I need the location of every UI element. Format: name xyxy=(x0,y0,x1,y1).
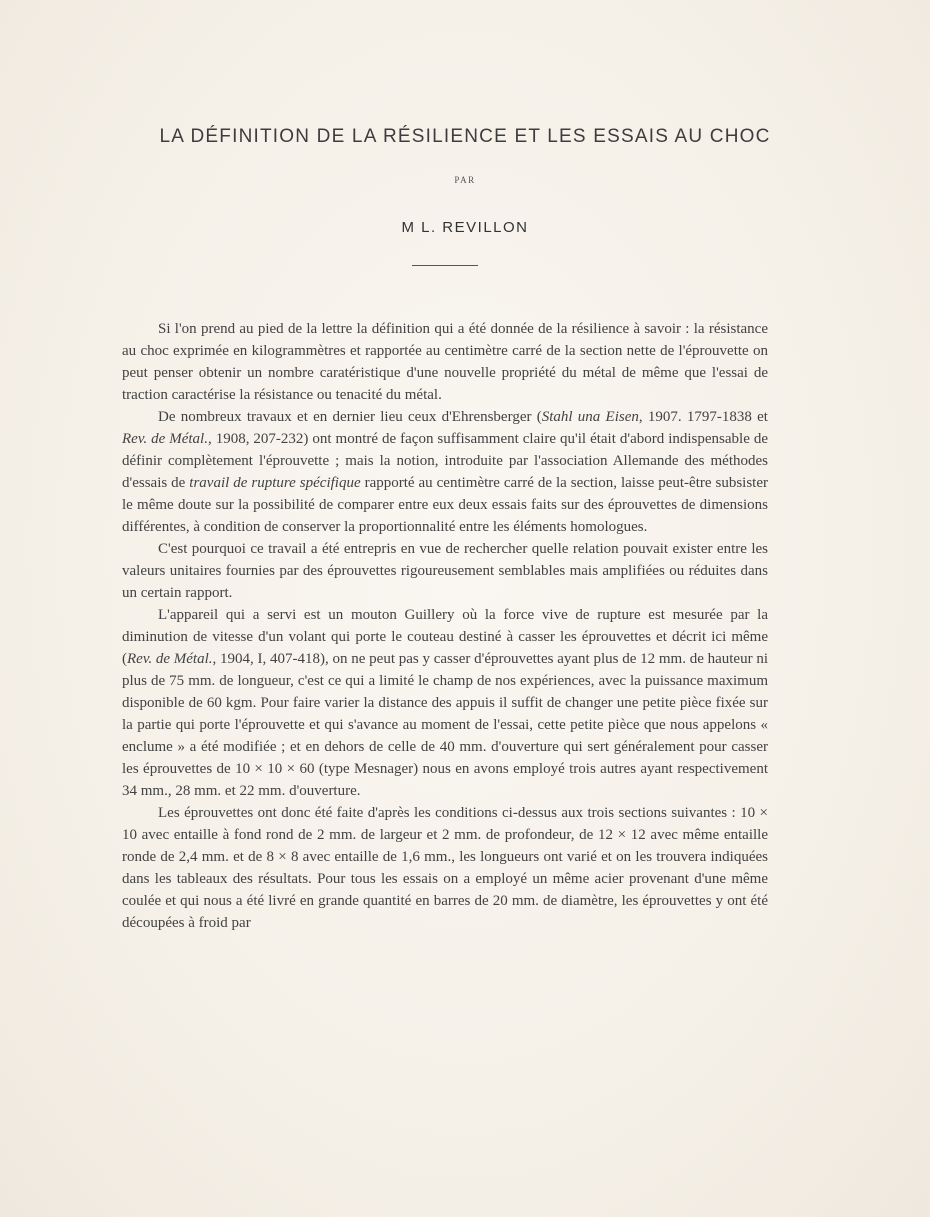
paragraph-2-text-d: rapporté au centimètre carré de la section, laisse peut-être subsister le même doute sur la possibilité de comparer entre eux deux essais faits sur des éprouvettes de dimensions différentes, à condition de conserver la proportionnalité entre les éléments homologues. xyxy=(122,475,768,535)
title-divider xyxy=(412,265,478,266)
paragraph-2-text-b: , 1907. 1797-1838 et xyxy=(638,409,768,425)
paragraph-5: Les éprouvettes ont donc été faite d'après les conditions ci-dessus aux trois sections suivantes : 10 × 10 avec entaille à fond rond de 2 mm. de largeur et 2 mm. de profondeur, de 12 × 12 avec même entaille ronde de 2,4 mm. et de 8 × 8 avec entaille de 1,6 mm., les longueurs ont varié et on les trouvera indiquées dans les tableaux des résultats. Pour tous les essais on a employé un même acier provenant d'une même coulée et qui nous a été livré en grande quantité en barres de 20 mm. de diamètre, les éprouvettes y ont été découpées à froid par xyxy=(122,805,768,931)
author-name: M L. REVILLON xyxy=(401,219,529,236)
citation-rev-de-metal: Rev. de Métal. xyxy=(122,431,208,447)
paragraph-4 xyxy=(122,604,768,802)
paragraph-4-text-b: , 1904, I, 407-418), on ne peut pas y casser d'éprouvettes ayant plus de 12 mm. de hauteur ni plus de 75 mm. de longueur, c'est ce qui a limité le champ de nos expériences, avec la puissance maximum disponible de 60 kgm. Pour faire varier la distance des appuis il suffit de changer une petite pièce fixée sur la partie qui porte l'éprouvette et qui s'avance au moment de l'essai, cette petite pièce que nous appelons « enclume » a été modifiée ; et en dehors de celle de 40 mm. d'ouverture qui sert généralement pour casser les éprouvettes de 10 × 10 × 60 (type Mesnager) nous en avons employé trois autres ayant respectivement 34 mm., 28 mm. et 22 mm. d'ouverture. xyxy=(122,651,768,799)
paragraph-2 xyxy=(122,406,768,538)
paragraph-3: C'est pourquoi ce travail a été entrepris en vue de rechercher quelle relation pouvait exister entre les valeurs unitaires fournies par des éprouvettes rigoureusement semblables mais amplifiées ou réduites dans un certain rapport. xyxy=(122,541,768,601)
article-body xyxy=(122,318,768,934)
byline-prefix: PAR xyxy=(454,175,476,185)
article-title: LA DÉFINITION DE LA RÉSILIENCE ET LES ESSAIS AU CHOC xyxy=(159,126,771,147)
paragraph-2-text-c: , 1908, 207-232) ont montré de façon suffisamment claire qu'il était d'abord indispensable de définir complètement l'éprouvette ; mais la notion, introduite par l'association Allemande des méthodes d'essais de xyxy=(122,431,768,491)
paragraph-4-text-a: L'appareil qui a servi est un mouton Guillery où la force vive de rupture est mesurée par la diminution de vitesse d'un volant qui porte le couteau destiné à casser les éprouvettes et décrit ici même ( xyxy=(122,607,768,667)
citation-rev-de-metal-1904: Rev. de Métal. xyxy=(127,651,213,667)
paragraph-1: Si l'on prend au pied de la lettre la définition qui a été donnée de la résilience à savoir : la résistance au choc exprimée en kilogrammètres et rapportée au centimètre carré de la section nette de l'éprouvette on peut penser obtenir un nombre caratéristique d'une nouvelle propriété du métal de même que l'essai de traction caractérise la résistance ou tenacité du métal. xyxy=(122,321,768,403)
term-travail-de-rupture: travail de rupture spécifique xyxy=(189,475,361,491)
citation-stahl-und-eisen: Stahl una Eisen xyxy=(541,409,639,425)
paragraph-2-text-a: De nombreux travaux et en dernier lieu ceux d'Ehrensberger ( xyxy=(158,409,542,425)
